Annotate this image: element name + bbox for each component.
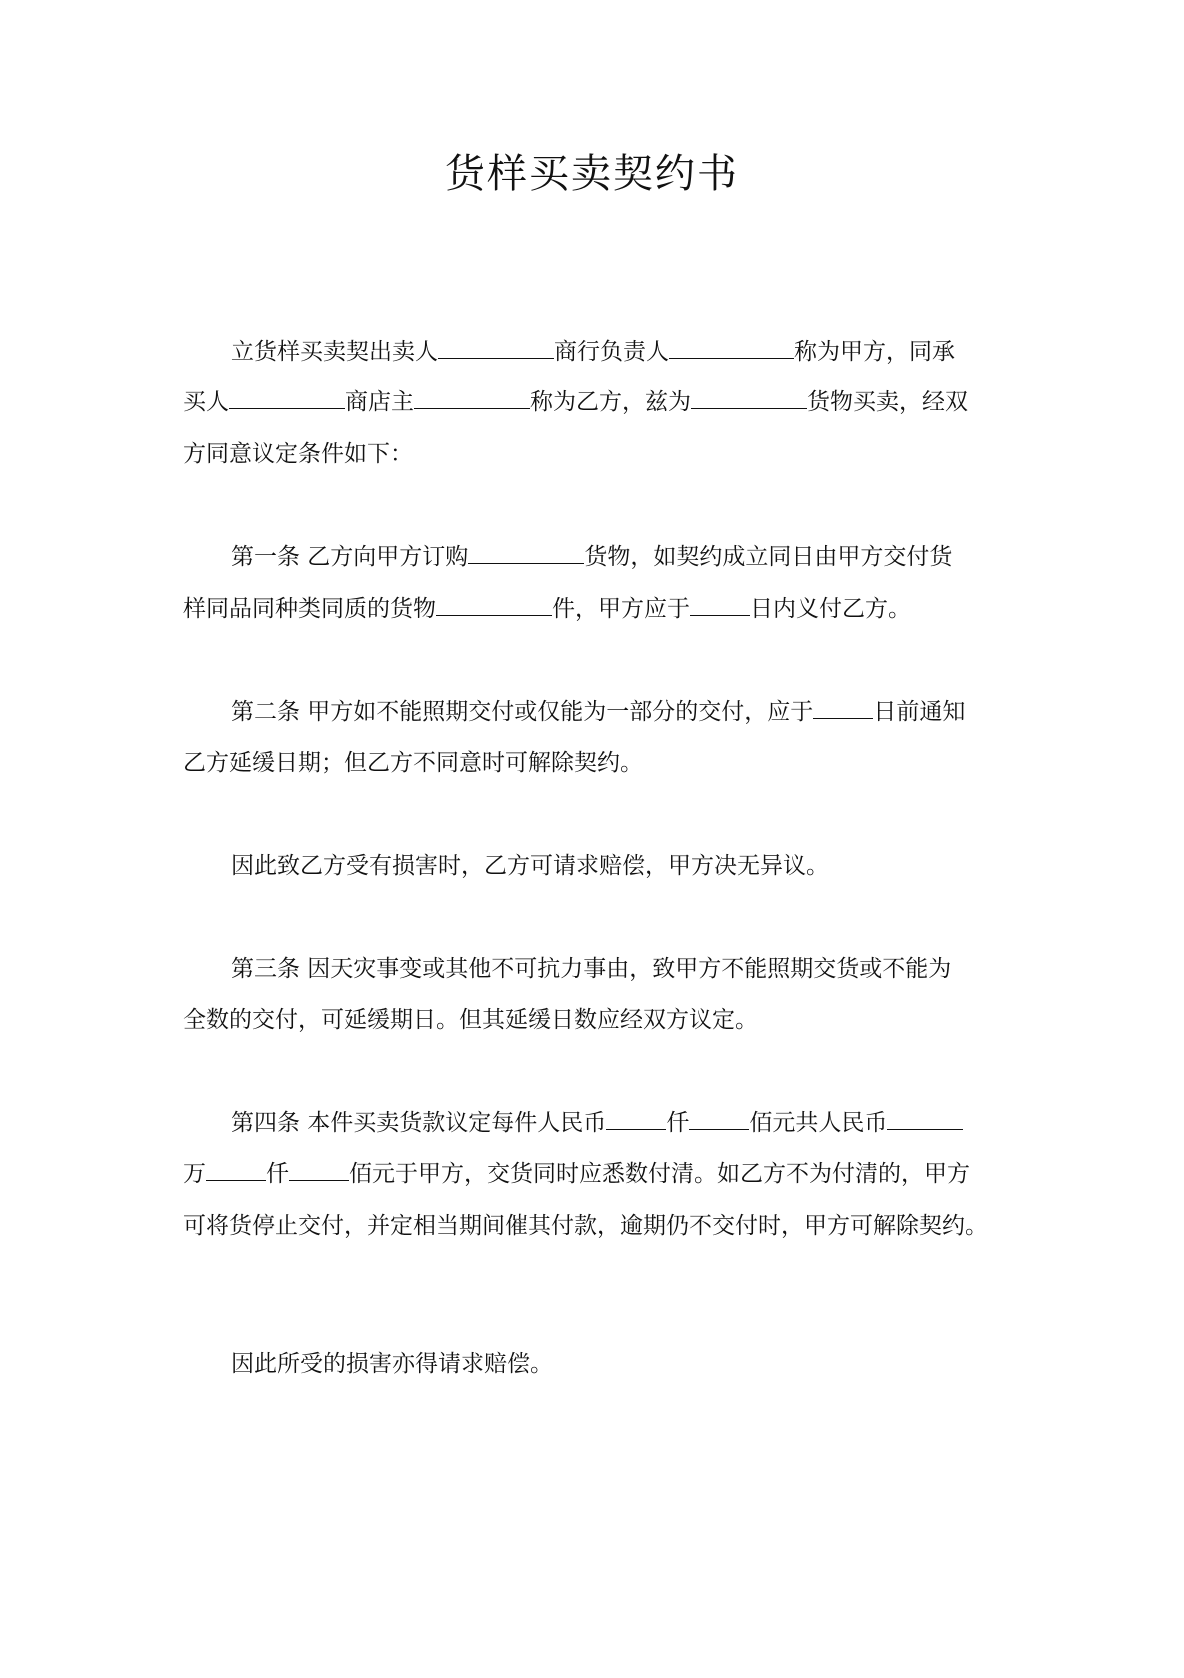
preamble-line-2 (183, 383, 968, 416)
article-3-line-1: 第三条 因天灾事变或其他不可抗力事由，致甲方不能照期交货或不能为 (231, 956, 952, 982)
text: 佰元共人民币 (749, 1110, 888, 1136)
text: 货物，如契约成立同日由甲方交付货 (584, 544, 953, 570)
total-thousands-blank[interactable] (206, 1158, 266, 1181)
article-4-line-3: 可将货停止交付，并定相当期间催其付款，逾期仍不交付时，甲方可解除契约。 (183, 1213, 988, 1239)
preamble-line-1 (231, 333, 955, 366)
text: 样同品同种类同质的货物 (183, 596, 436, 622)
text: 万 (183, 1161, 206, 1187)
text: 佰元于甲方，交货同时应悉数付清。如乙方不为付清的，甲方 (349, 1161, 970, 1187)
text: 称为甲方，同承 (794, 339, 955, 365)
damage-paragraph-1: 因此致乙方受有损害时，乙方可请求赔偿，甲方决无异议。 (231, 853, 829, 879)
text: 日前通知 (873, 699, 966, 725)
days-blank[interactable] (690, 593, 750, 616)
text: 第二条 甲方如不能照期交付或仅能为一部分的交付，应于 (231, 699, 814, 725)
document-title: 货样买卖契约书 (445, 151, 739, 197)
article-2-line-1 (231, 693, 965, 726)
text: 第一条 乙方向甲方订购 (231, 544, 469, 570)
ordered-goods-blank[interactable] (468, 541, 584, 564)
article-2-line-2: 乙方延缓日期；但乙方不同意时可解除契约。 (183, 750, 643, 776)
total-hundreds-blank[interactable] (289, 1158, 349, 1181)
unit-thousands-blank[interactable] (606, 1107, 666, 1130)
shop-owner-blank[interactable] (414, 386, 530, 409)
article-4-line-2 (183, 1155, 970, 1188)
text: 仟 (266, 1161, 289, 1187)
text: 买人 (183, 389, 229, 415)
article-1-line-1 (231, 538, 952, 571)
seller-manager-blank[interactable] (669, 336, 794, 359)
article-1-line-2 (183, 590, 911, 623)
text: 称为乙方，兹为 (530, 389, 691, 415)
text: 商店主 (345, 389, 414, 415)
damage-paragraph-2: 因此所受的损害亦得请求赔偿。 (231, 1351, 553, 1377)
unit-hundreds-blank[interactable] (689, 1107, 749, 1130)
text: 日内义付乙方。 (750, 596, 911, 622)
text: 货物买卖，经双 (807, 389, 968, 415)
article-4-line-1 (231, 1104, 963, 1137)
text: 第四条 本件买卖货款议定每件人民币 (231, 1110, 607, 1136)
goods-blank[interactable] (691, 386, 807, 409)
article-3-line-2: 全数的交付，可延缓期日。但其延缓日数应经双方议定。 (183, 1007, 758, 1033)
preamble-line-3: 方同意议定条件如下： (183, 441, 413, 467)
total-tenthousands-blank[interactable] (887, 1107, 963, 1130)
text: 商行负责人 (554, 339, 669, 365)
quantity-blank[interactable] (436, 593, 552, 616)
seller-blank[interactable] (438, 336, 554, 359)
text: 件，甲方应于 (552, 596, 690, 622)
text: 仟 (666, 1110, 690, 1136)
notice-days-blank[interactable] (813, 696, 873, 719)
buyer-blank[interactable] (229, 386, 345, 409)
text: 立货样买卖契出卖人 (231, 339, 438, 365)
